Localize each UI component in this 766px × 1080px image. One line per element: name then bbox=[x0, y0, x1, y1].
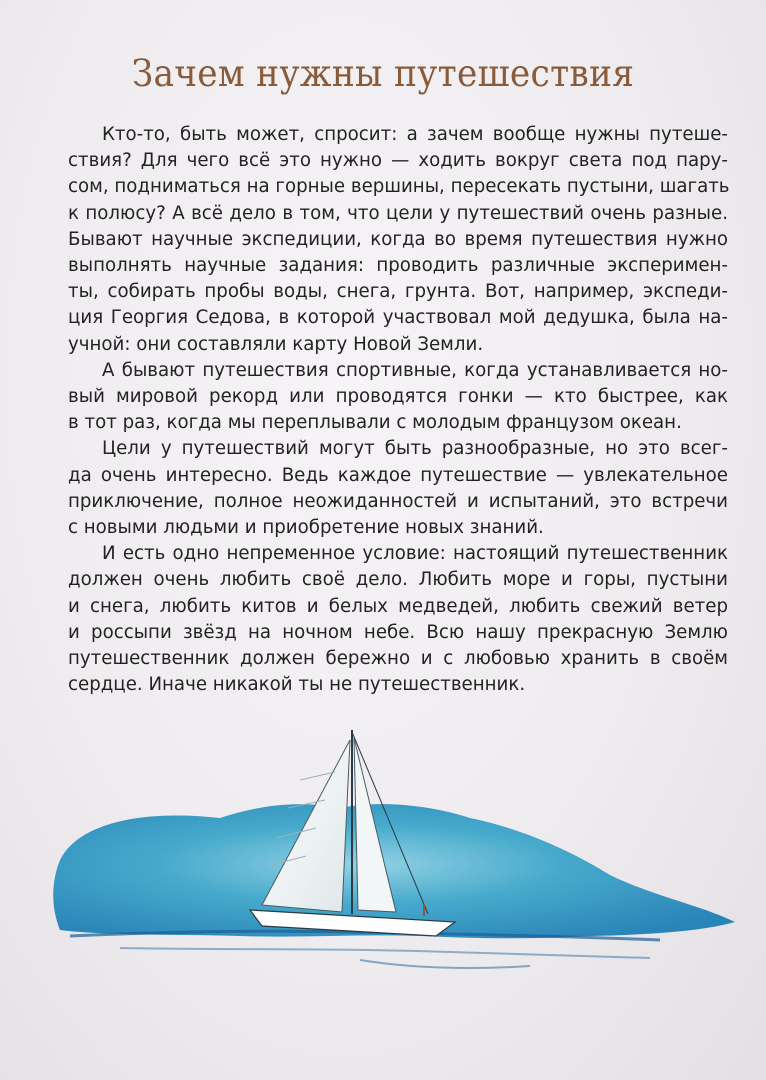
text-line: в тот раз, когда мы переплывали с молодым французом океан. bbox=[68, 412, 682, 434]
text-line: сердце. Иначе никакой ты не путешественник. bbox=[68, 674, 526, 696]
sea-wave-line bbox=[360, 960, 530, 968]
text-line: Кто-то, быть может, спросит: а зачем вообще нужны путеше- bbox=[102, 124, 728, 145]
text-line: путешественник должен бережно и с любовью хранить в своём bbox=[68, 648, 728, 670]
text-line: А бывают путешествия спортивные, когда устанавливается но- bbox=[102, 359, 728, 381]
text-line: ствия? Для чего всё это нужно — ходить вокруг света под пару- bbox=[68, 150, 728, 172]
text-line: И есть одно непременное условие: настоящий путешественник bbox=[102, 543, 728, 565]
paragraph bbox=[68, 358, 728, 437]
text-line: с новыми людьми и приобретение новых знаний. bbox=[68, 517, 544, 539]
text-line: Цели у путешествий могут быть разнообразные, но это всег- bbox=[102, 438, 728, 460]
text-line: должен очень любить своё дело. Любить море и горы, пустыни bbox=[68, 569, 728, 591]
text-line: выполнять научные задания: проводить различные эксперимен- bbox=[68, 255, 728, 277]
text-line: вый мировой рекорд или проводятся гонки — кто быстрее, как bbox=[68, 386, 728, 408]
text-line: ция Георгия Седова, в которой участвовал мой дедушка, была на- bbox=[68, 307, 728, 329]
paragraph bbox=[68, 122, 728, 358]
paragraph bbox=[68, 541, 728, 698]
text-line: и россыпи звёзд на ночном небе. Всю нашу прекрасную Землю bbox=[68, 621, 728, 643]
text-line: и снега, любить китов и белых медведей, любить свежий ветер bbox=[68, 595, 728, 617]
text-line: к полюсу? А всё дело в том, что цели у путешествий очень разные. bbox=[68, 202, 728, 224]
paragraph bbox=[68, 436, 728, 541]
text-line: ты, собирать пробы воды, снега, грунта. Вот, например, экспеди- bbox=[68, 281, 728, 303]
sea-wave-line bbox=[120, 948, 650, 958]
text-line: да очень интересно. Ведь каждое путешествие — увлекательное bbox=[68, 464, 728, 486]
article-body bbox=[68, 122, 728, 698]
text-line: учной: они составляли карту Новой Земли. bbox=[68, 333, 484, 355]
page-title: Зачем нужны путешествия bbox=[131, 52, 635, 95]
text-line: приключение, полное неожиданностей и испытаний, это встречи bbox=[68, 490, 728, 512]
text-line: сом, подниматься на горные вершины, пересекать пустыни, шагать bbox=[68, 176, 730, 198]
sailboat-on-sea-icon bbox=[0, 700, 766, 1000]
text-line: Бывают научные экспедиции, когда во время путешествия нужно bbox=[68, 228, 728, 250]
